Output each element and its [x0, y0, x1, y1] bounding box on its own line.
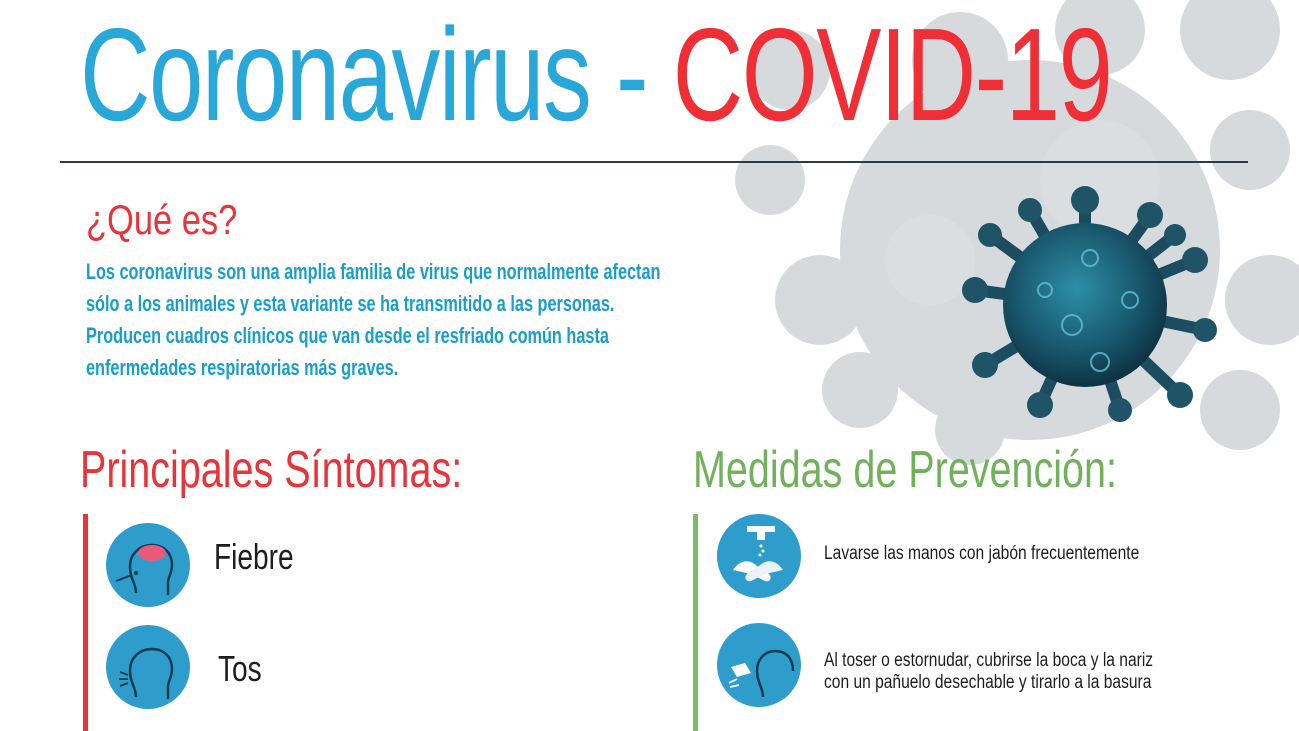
what-is-description [86, 256, 826, 384]
symptom-label: Tos [218, 648, 262, 689]
symptoms-heading: Principales Síntomas: [80, 441, 463, 499]
title-coronavirus: Coronavirus [80, 1, 591, 148]
prevention-line: con un pañuelo desechable y tirarlo a la basura [824, 672, 1152, 693]
symptom-label: Fiebre [214, 536, 294, 577]
description-line: sólo a los animales y esta variante se ha transmitido a las personas. [86, 291, 615, 316]
title-covid19: COVID-19 [672, 1, 1112, 148]
cough-head-icon [106, 625, 190, 709]
prevention-accent-bar [693, 514, 698, 731]
prevention-label [824, 543, 1139, 565]
prevention-line: Lavarse las manos con jabón frecuentemente [824, 543, 1140, 564]
title-divider [60, 161, 1248, 163]
prevention-heading: Medidas de Prevención: [693, 441, 1117, 499]
symptoms-accent-bar [83, 514, 88, 731]
what-is-heading: ¿Qué es? [86, 196, 238, 243]
description-line: enfermedades respiratorias más graves. [86, 355, 399, 380]
handwash-icon [717, 514, 801, 598]
prevention-label [824, 650, 1153, 694]
fever-head-icon [106, 523, 190, 607]
title-dash: - [590, 1, 673, 148]
description-line: Los coronavirus son una amplia familia de virus que normalmente afectan [86, 259, 661, 284]
page-title [80, 0, 1111, 150]
sneeze-tissue-icon [717, 623, 801, 707]
prevention-line: Al toser o estornudar, cubrirse la boca y la nariz [824, 650, 1154, 671]
description-line: Producen cuadros clínicos que van desde el resfriado común hasta [86, 323, 609, 348]
